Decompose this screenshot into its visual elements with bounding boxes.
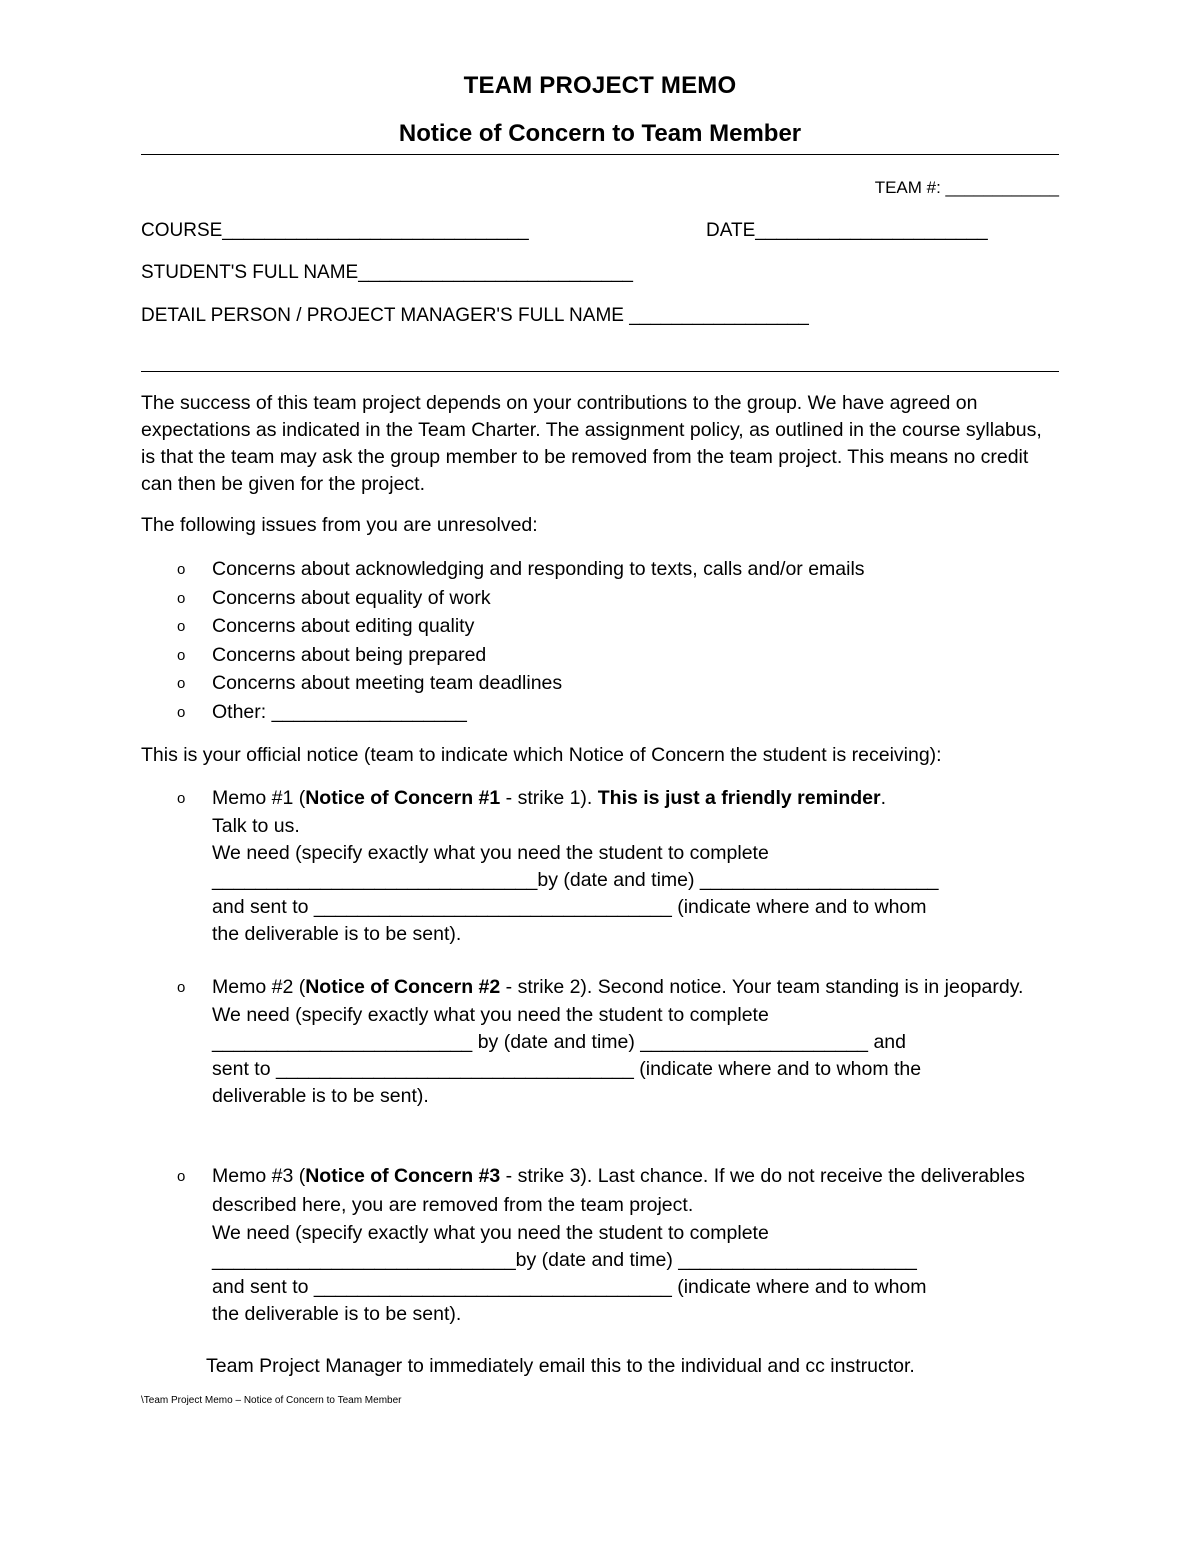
hollow-bullet-icon: o	[177, 1168, 186, 1185]
issue-label: Concerns about editing quality	[212, 615, 475, 638]
issue-label: Other: __________________	[212, 700, 467, 723]
memo-2-prefix: Memo #2 (	[212, 976, 306, 998]
memo-1-strike: - strike 1).	[500, 787, 598, 809]
memo-1-body	[212, 784, 1057, 948]
issue-item-team-deadlines	[141, 669, 1061, 698]
hollow-bullet-icon: o	[177, 561, 186, 578]
memo-1-need: We need (specify exactly what you need the student to complete	[212, 842, 769, 864]
memo-2-strike: - strike 2). Second notice. Your team standing is in jeopardy.	[500, 976, 1024, 998]
official-notice-heading: This is your official notice (team to indicate which Notice of Concern the student is receiving):	[141, 744, 942, 766]
date-field[interactable]: DATE______________________	[706, 220, 988, 241]
memo-3-item	[141, 1162, 1061, 1328]
issue-label: Concerns about being prepared	[212, 643, 487, 666]
memo-2-sent-to-line[interactable]: sent to _________________________________ (indicate where and to whom the	[212, 1058, 922, 1080]
hollow-bullet-icon: o	[177, 703, 186, 721]
memo-2-deliverable-line[interactable]: ________________________ by (date and time) _____________________ and	[212, 1031, 906, 1053]
memo-3-body	[212, 1162, 1057, 1328]
hollow-bullet-icon: o	[177, 979, 186, 996]
issue-item-being-prepared	[141, 641, 1061, 670]
memo-3-notice-label: Notice of Concern #3	[305, 1165, 501, 1187]
memo-1-talk-to-us: Talk to us.	[212, 815, 300, 837]
memo-3-need: We need (specify exactly what you need the student to complete	[212, 1222, 769, 1244]
memo-2-closing-line: deliverable is to be sent).	[212, 1085, 429, 1107]
issue-label: Concerns about equality of work	[212, 586, 491, 609]
issue-label: Concerns about meeting team deadlines	[212, 672, 563, 695]
header-rule	[141, 154, 1059, 155]
memo-3-strike: - strike 3). Last chance. If we do not receive the deliverables described here, you are removed from the team project.	[212, 1165, 1025, 1216]
memo-3-deliverable-line[interactable]: ____________________________by (date and time) ______________________	[212, 1249, 917, 1271]
memo-1-closing-line: the deliverable is to be sent).	[212, 923, 462, 945]
document-subtitle: Notice of Concern to Team Member	[398, 120, 802, 147]
hollow-bullet-icon: o	[177, 589, 186, 607]
memo-2-item	[141, 973, 1061, 1110]
memo-3-prefix: Memo #3 (	[212, 1165, 306, 1187]
issue-item-texts-calls-emails	[141, 555, 1061, 584]
memo-2-notice-label: Notice of Concern #2	[305, 976, 501, 998]
memo-3-heading	[212, 1162, 1057, 1220]
memo-1-deliverable-line[interactable]: ______________________________by (date and time) ______________________	[212, 869, 939, 891]
hollow-bullet-icon: o	[177, 790, 186, 807]
memo-2-body	[212, 973, 1057, 1110]
issues-list	[141, 555, 1061, 727]
memo-1-heading	[212, 784, 1057, 813]
memo-1-emphasis: This is just a friendly reminder	[597, 787, 881, 809]
memo-2-heading	[212, 973, 1057, 1002]
memo-1-item	[141, 784, 1061, 948]
issue-item-equality-of-work	[141, 584, 1061, 613]
issue-label: Concerns about acknowledging and responding to texts, calls and/or emails	[212, 558, 865, 580]
document-title: TEAM PROJECT MEMO	[463, 72, 737, 99]
memo-3-sent-to-line[interactable]: and sent to _________________________________ (indicate where and to whom	[212, 1276, 927, 1298]
memo-2-need: We need (specify exactly what you need the student to complete	[212, 1004, 769, 1026]
memo-1-prefix: Memo #1 (	[212, 787, 306, 809]
memo-3-closing-line: the deliverable is to be sent).	[212, 1303, 462, 1325]
intro-paragraph: The success of this team project depends on your contributions to the group. We have agreed on expectations as indicated in the Team Charter. The assignment policy, as outlined in the course syllabus, is that the team may ask the group member to be removed from the team project. This means no credit can then be given for the project.	[141, 392, 1042, 495]
student-name-field[interactable]: STUDENT'S FULL NAME__________________________	[141, 262, 633, 283]
memo-1-sent-to-line[interactable]: and sent to _________________________________ (indicate where and to whom	[212, 896, 927, 918]
project-manager-name-field[interactable]: DETAIL PERSON / PROJECT MANAGER'S FULL NAME _________________	[141, 305, 809, 326]
fields-rule	[141, 371, 1059, 372]
hollow-bullet-icon: o	[177, 618, 186, 636]
page-footer: \Team Project Memo – Notice of Concern to Team Member	[141, 1395, 402, 1406]
issue-item-editing-quality	[141, 612, 1061, 641]
team-number-field[interactable]: TEAM #: ____________	[874, 178, 1059, 197]
memo-1-notice-label: Notice of Concern #1	[305, 787, 501, 809]
closing-instruction: Team Project Manager to immediately email this to the individual and cc instructor.	[206, 1355, 915, 1377]
course-field[interactable]: COURSE_____________________________	[141, 220, 529, 241]
hollow-bullet-icon: o	[177, 675, 186, 693]
issue-item-other[interactable]	[141, 698, 1061, 727]
issues-heading: The following issues from you are unresolved:	[141, 514, 538, 536]
hollow-bullet-icon: o	[177, 646, 186, 664]
memo-1-period: .	[880, 787, 887, 809]
